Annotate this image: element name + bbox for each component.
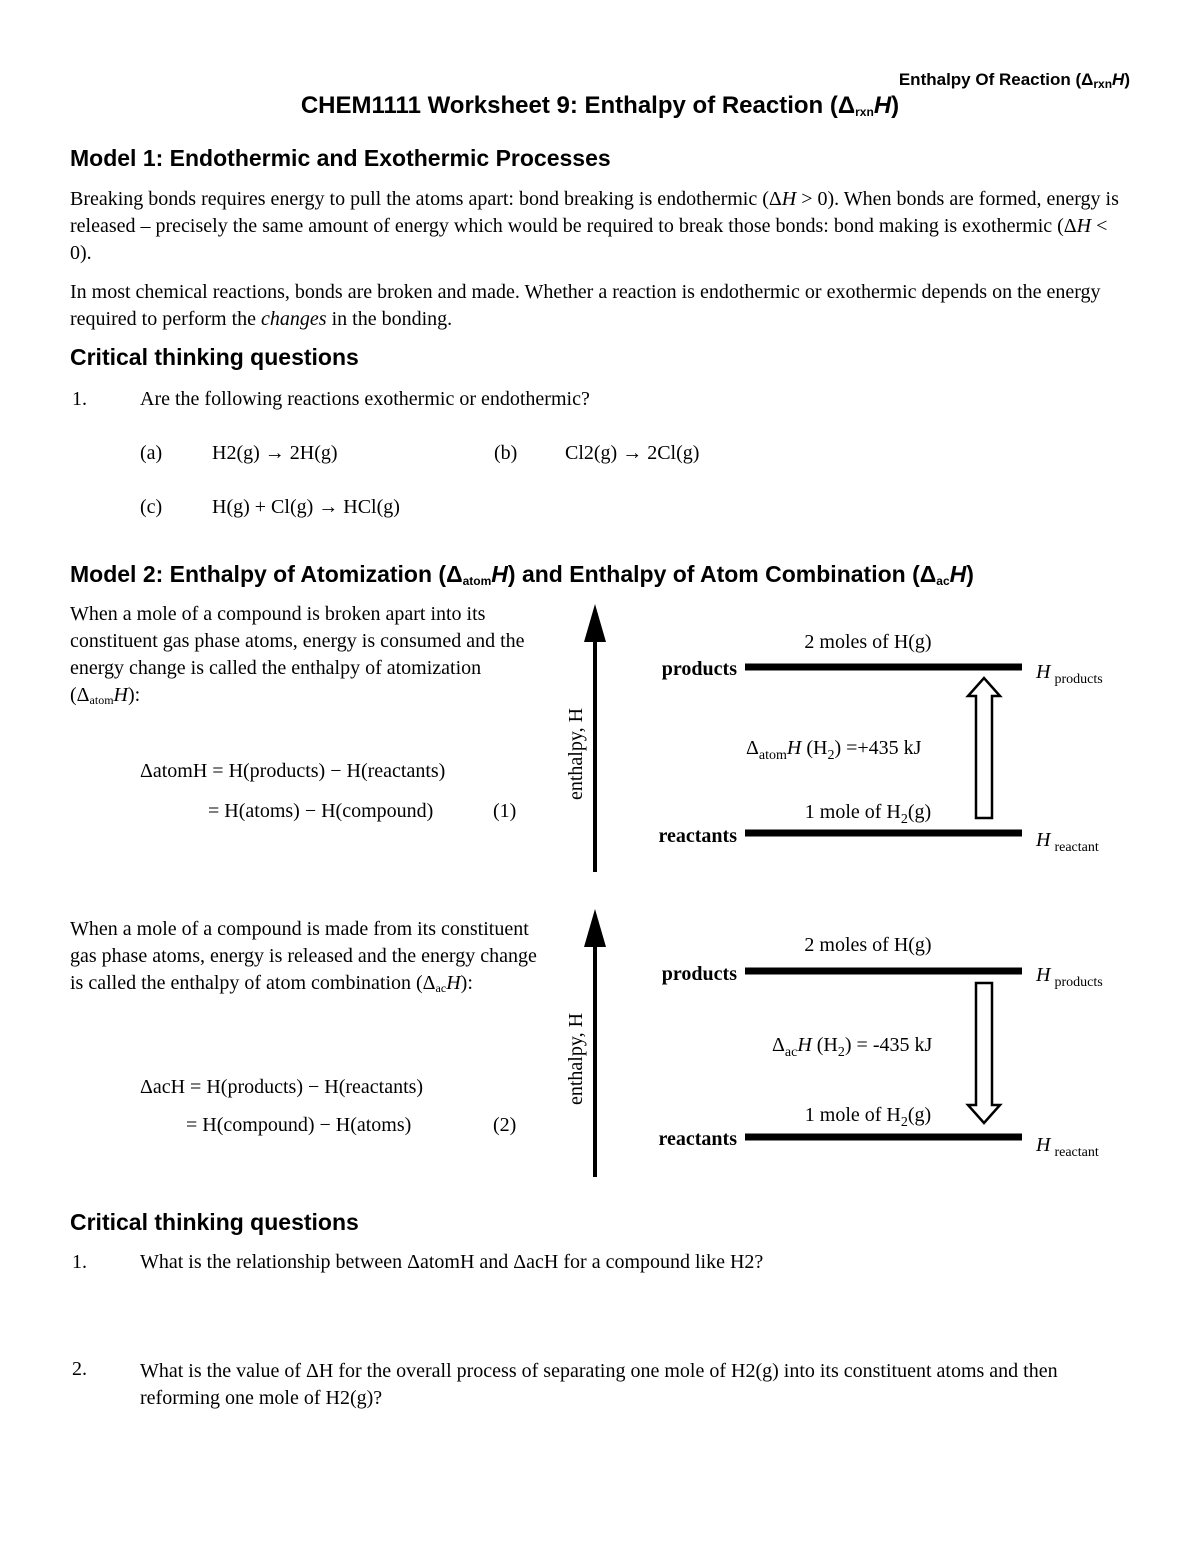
products-label: products xyxy=(661,658,737,680)
running-header: Enthalpy Of Reaction $(\Delta_{rxn}H)$ xyxy=(898,70,1130,91)
delta-ac-label: $\Delta_{ac}H$ $(H_2) = -435$ kJ xyxy=(772,1034,933,1060)
equation-1-line-2: = H(atoms) − H(compound) xyxy=(208,800,434,822)
equation-2-line-2: = H(compound) − H(atoms) xyxy=(186,1114,412,1136)
reaction-b: Cl2(g) → 2Cl(g) xyxy=(565,442,700,464)
ctq2-q1-number: 1. xyxy=(72,1251,87,1273)
h-products-label: H $_{products}$ xyxy=(1036,964,1103,990)
equation-1-line-1: ΔatomH = H(products) − H(reactants) xyxy=(140,760,446,782)
axis-arrowhead xyxy=(584,604,606,642)
bottom-species: 1 mole of $H_2(g)$ xyxy=(804,801,932,827)
atom-combination-energy-diagram xyxy=(560,905,1140,1185)
reaction-c-label: (c) xyxy=(140,496,163,518)
equation-2-number: (2) xyxy=(493,1114,517,1136)
page-title: CHEM1111 Worksheet 9: Enthalpy of Reaction $(\Delta_{rxn}H)$ xyxy=(300,92,900,119)
products-label: products xyxy=(661,963,737,985)
ctq2-heading: Critical thinking questions xyxy=(70,1209,359,1235)
up-arrow xyxy=(968,678,1000,818)
ctq1-q1-number: 1. xyxy=(72,388,87,410)
h-reactant-label: H $_{reactant}$ xyxy=(1036,829,1099,855)
ctq2-q2-text: What is the value of ΔH for the overall process of separating one mole of H2(g) into its constituent atoms and then reforming one mole of H2(g)? xyxy=(140,1360,1058,1409)
atomization-energy-diagram xyxy=(560,600,1140,880)
y-axis-label: enthalpy, H xyxy=(565,1012,587,1105)
ctq2-q1-text: What is the relationship between ΔatomH and ΔacH for a compound like H2? xyxy=(140,1251,764,1273)
model1-heading: Model 1: Endothermic and Exothermic Processes xyxy=(70,145,611,171)
reactants-label: reactants xyxy=(658,1128,737,1150)
model1-paragraph-2: In most chemical reactions, bonds are broken and made. Whether a reaction is endothermic or exothermic depends on the energy required to perform the changes in the bonding. xyxy=(70,281,1101,330)
h-products-label: H $_{products}$ xyxy=(1036,661,1103,687)
reaction-a: H2(g) → 2H(g) xyxy=(212,442,338,464)
y-axis-label: enthalpy, H xyxy=(565,707,587,800)
top-species: 2 moles of H(g) xyxy=(804,631,932,653)
ctq2-q2-number: 2. xyxy=(72,1358,87,1380)
axis-arrowhead xyxy=(584,909,606,947)
model1-paragraph-1: Breaking bonds requires energy to pull the atoms apart: bond breaking is endothermic (ΔH > 0). When bonds are formed, energy is released – precisely the same amount of energy which would be required to break those bonds: bond making is exothermic (ΔH < 0). xyxy=(70,188,1119,264)
reaction-b-label: (b) xyxy=(494,442,518,464)
model2-heading: Model 2: Enthalpy of Atomization $(\Delta_{atom}H)$ and Enthalpy of Atom Combination $(\Delta_{ac}H)$ xyxy=(70,561,974,588)
equation-1-number: (1) xyxy=(493,800,517,822)
down-arrow xyxy=(968,983,1000,1123)
h-reactant-label: H $_{reactant}$ xyxy=(1036,1134,1099,1160)
ctq1-q1-text: Are the following reactions exothermic or endothermic? xyxy=(140,388,590,410)
reactants-label: reactants xyxy=(658,825,737,847)
delta-atom-label: $\Delta_{atom}H$ $(H_2) =+435$ kJ xyxy=(746,737,922,763)
top-species: 2 moles of H(g) xyxy=(804,934,932,956)
atomization-paragraph: When a mole of a compound is broken apart into its constituent gas phase atoms, energy is consumed and the energy change is called the enthalpy of atomization $(\Delta_{atom}H)$: xyxy=(70,603,525,707)
atom-combination-paragraph: When a mole of a compound is made from its constituent gas phase atoms, energy is released and the energy change is called the enthalpy of atom combination $(\Delta_{ac}H)$: xyxy=(70,918,537,995)
bottom-species: 1 mole of $H_2(g)$ xyxy=(804,1104,932,1130)
reaction-a-label: (a) xyxy=(140,442,163,464)
ctq1-heading: Critical thinking questions xyxy=(70,344,359,370)
equation-2-line-1: ΔacH = H(products) − H(reactants) xyxy=(140,1076,424,1098)
reaction-c: H(g) + Cl(g) → HCl(g) xyxy=(212,496,400,518)
